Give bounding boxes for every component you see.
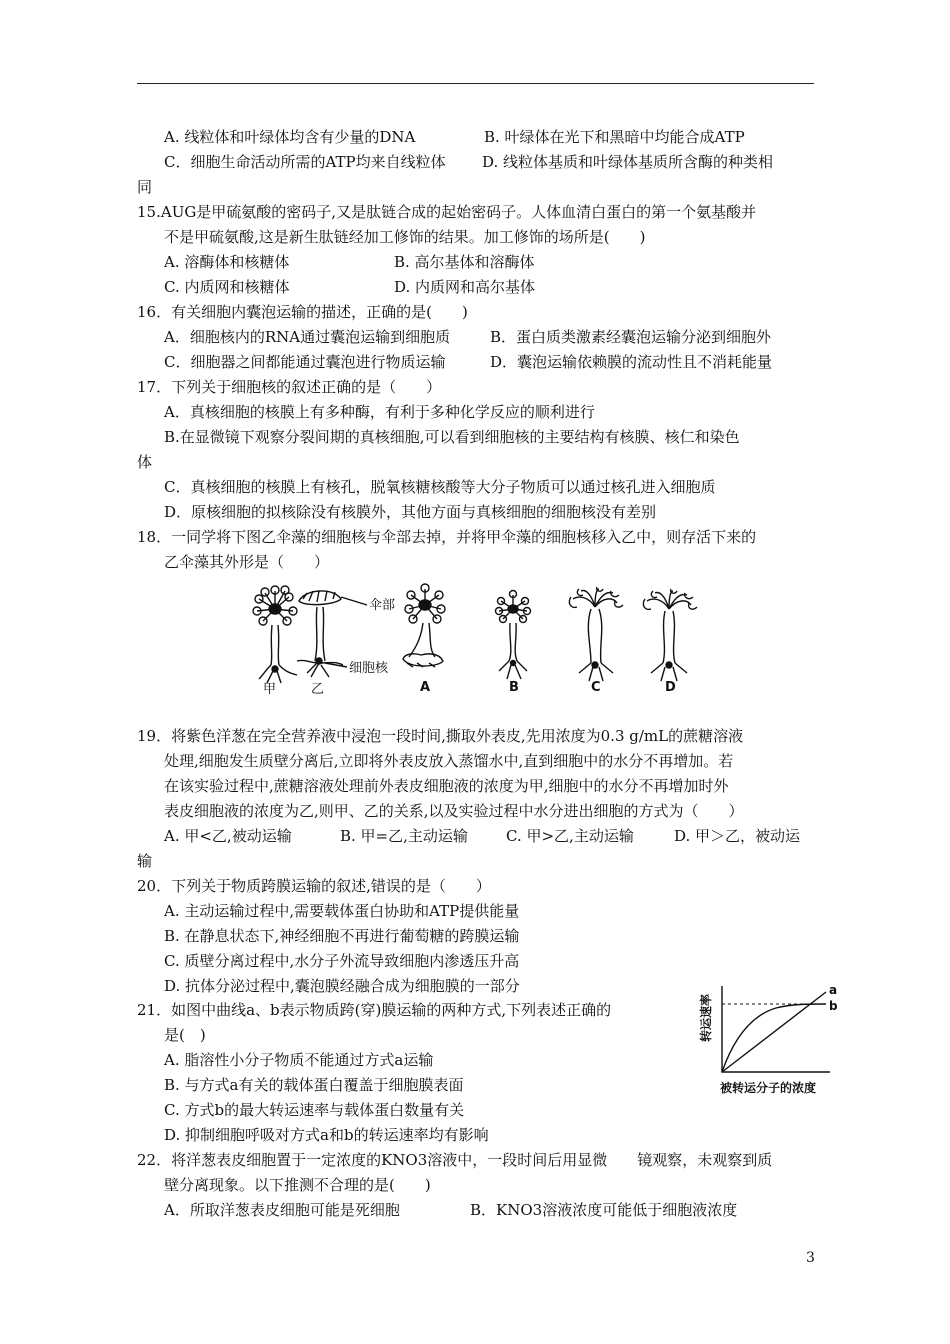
q16-option-a: A．细胞核内的RNA通过囊泡运输到细胞质 <box>164 328 451 346</box>
q21-option-b: B. 与方式a有关的载体蛋白覆盖于细胞膜表面 <box>164 1076 464 1094</box>
q15-option-a: A. 溶酶体和核糖体 <box>164 253 290 271</box>
q17-option-d: D．原核细胞的拟核除没有核膜外，其他方面与真核细胞的细胞核没有差别 <box>164 503 657 521</box>
q14-option-d-wrap: 同 <box>137 178 153 196</box>
q16-stem: 16．有关细胞内囊泡运输的描述，正确的是( ) <box>137 303 468 321</box>
q19-option-a: A. 甲<乙,被动运输 <box>164 827 292 845</box>
q16-option-b: B．蛋白质类激素经囊泡运输分泌到细胞外 <box>490 328 772 346</box>
q16-option-d: D．囊泡运输依赖膜的流动性且不消耗能量 <box>490 353 773 371</box>
q19-stem-line2: 处理,细胞发生质壁分离后,立即将外表皮放入蒸馏水中,直到细胞中的水分不再增加。若 <box>164 752 734 770</box>
yi-cap-icon <box>299 591 341 605</box>
transport-rate-graph <box>694 980 844 1100</box>
q20-stem: 20．下列关于物质跨膜运输的叙述,错误的是（ ） <box>137 877 491 895</box>
q17-option-c: C．真核细胞的核膜上有核孔，脱氧核糖核酸等大分子物质可以通过核孔进入细胞质 <box>164 478 716 496</box>
yi-stalk <box>315 607 325 661</box>
q20-option-b: B. 在静息状态下,神经细胞不再进行葡萄糖的跨膜运输 <box>164 927 520 945</box>
q20-option-a: A. 主动运输过程中,需要载体蛋白协助和ATP提供能量 <box>164 902 520 920</box>
q21-stem-line2: 是( ) <box>164 1026 206 1044</box>
yi-nucleus <box>316 658 322 664</box>
jia-nucleus <box>272 666 278 672</box>
q19-option-d-wrap: 输 <box>137 852 153 870</box>
q17-option-b-wrap: 体 <box>137 453 153 471</box>
jia-stalk <box>271 625 279 665</box>
q19-stem-line4: 表皮细胞液的浓度为乙,则甲、乙的关系,以及实验过程中水分进出细胞的方式为（ ） <box>164 802 744 820</box>
q21-option-a: A. 脂溶性小分子物质不能通过方式a运输 <box>164 1051 434 1069</box>
q15-stem-line2: 不是甲硫氨酸,这是新生肽链经加工修饰的结果。加工修饰的场所是( ) <box>164 228 646 246</box>
q19-option-d: D. 甲＞乙，被动运 <box>674 827 801 845</box>
q15-option-c: C. 内质网和核糖体 <box>164 278 290 296</box>
page-number: 3 <box>806 1250 815 1266</box>
q18-stem-line2: 乙伞藻其外形是（ ） <box>164 553 330 571</box>
q22-stem-line2: 壁分离现象。以下推测不合理的是( ) <box>164 1176 431 1194</box>
q18-stem-line1: 18．一同学将下图乙伞藻的细胞核与伞部去掉，并将甲伞藻的细胞核移入乙中，则存活下来的 <box>137 528 757 546</box>
fig-label-yi: 乙 <box>311 682 325 697</box>
q22-option-b: B．KNO3溶液浓度可能低于细胞液浓度 <box>470 1201 738 1219</box>
q20-option-d: D. 抗体分泌过程中,囊泡膜经融合成为细胞膜的一部分 <box>164 977 520 995</box>
q16-option-c: C．细胞器之间都能通过囊泡进行物质运输 <box>164 353 446 371</box>
curve-b-label: b <box>829 999 838 1013</box>
q17-stem: 17．下列关于细胞核的叙述正确的是（ ） <box>137 378 442 396</box>
option-b-shape <box>496 591 531 680</box>
q17-option-a: A．真核细胞的核膜上有多种酶，有利于多种化学反应的顺利进行 <box>164 403 595 421</box>
q19-option-c: C. 甲>乙,主动运输 <box>506 827 634 845</box>
fig-label-jia: 甲 <box>263 682 277 697</box>
option-c-shape <box>569 587 623 681</box>
fig-label-nucleus: 细胞核 <box>349 661 389 676</box>
q15-option-b: B. 高尔基体和溶酶体 <box>394 253 535 271</box>
fig-label-cap: 伞部 <box>369 598 396 613</box>
q22-stem-line1: 22．将洋葱表皮细胞置于一定浓度的KNO3溶液中，一段时间后用显微 镜观察，未观察到质 <box>137 1151 773 1169</box>
q14-option-b: B. 叶绿体在光下和黑暗中均能合成ATP <box>484 128 745 146</box>
q21-stem-line1: 21．如图中曲线a、b表示物质跨(穿)膜运输的两种方式,下列表述正确的 <box>137 1001 612 1019</box>
q21-option-c: C. 方式b的最大转运速率与载体蛋白数量有关 <box>164 1101 465 1119</box>
q15-stem-line1: 15.AUG是甲硫氨酸的密码子,又是肽链合成的起始密码子。人体血清白蛋白的第一个氨基酸并 <box>137 203 757 221</box>
q19-stem-line3: 在该实验过程中,蔗糖溶液处理前外表皮细胞液的浓度为甲,细胞中的水分不再增加时外 <box>164 777 729 795</box>
q20-option-c: C. 质壁分离过程中,水分子外流导致细胞内渗透压升高 <box>164 952 520 970</box>
q19-stem-line1: 19．将紫色洋葱在完全营养液中浸泡一段时间,撕取外表皮,先用浓度为0.3 g/mL的蔗糖溶液 <box>137 727 744 745</box>
q19-option-b: B. 甲=乙,主动运输 <box>340 827 468 845</box>
fig-label-a: A <box>420 680 431 695</box>
q14-option-a: A. 线粒体和叶绿体均含有少量的DNA <box>164 128 416 146</box>
fig-label-d: D <box>665 680 676 695</box>
graph-xlabel: 被转运分子的浓度 <box>720 1081 817 1095</box>
curve-a-label: a <box>829 983 838 997</box>
q22-option-a: A．所取洋葱表皮细胞可能是死细胞 <box>164 1201 400 1219</box>
option-d-shape <box>643 589 697 681</box>
q15-option-d: D. 内质网和高尔基体 <box>394 278 536 296</box>
q14-option-c: C．细胞生命活动所需的ATP均来自线粒体 <box>164 153 446 171</box>
q17-option-b: B.在显微镜下观察分裂间期的真核细胞,可以看到细胞核的主要结构有核膜、核仁和染色 <box>164 428 740 446</box>
curve-b-line <box>722 1004 826 1072</box>
q21-option-d: D. 抑制细胞呼吸对方式a和b的转运速率均有影响 <box>164 1126 489 1144</box>
graph-ylabel: 转运速率 <box>699 993 713 1042</box>
option-a-shape <box>403 584 445 667</box>
header-rule <box>137 83 814 84</box>
fig-label-c: C <box>591 680 601 695</box>
q14-option-d: D. 线粒体基质和叶绿体基质所含酶的种类相 <box>482 153 774 171</box>
fig-label-b: B <box>509 680 519 695</box>
acetabularia-figure <box>245 583 715 698</box>
jia-cap-icon <box>253 586 297 625</box>
